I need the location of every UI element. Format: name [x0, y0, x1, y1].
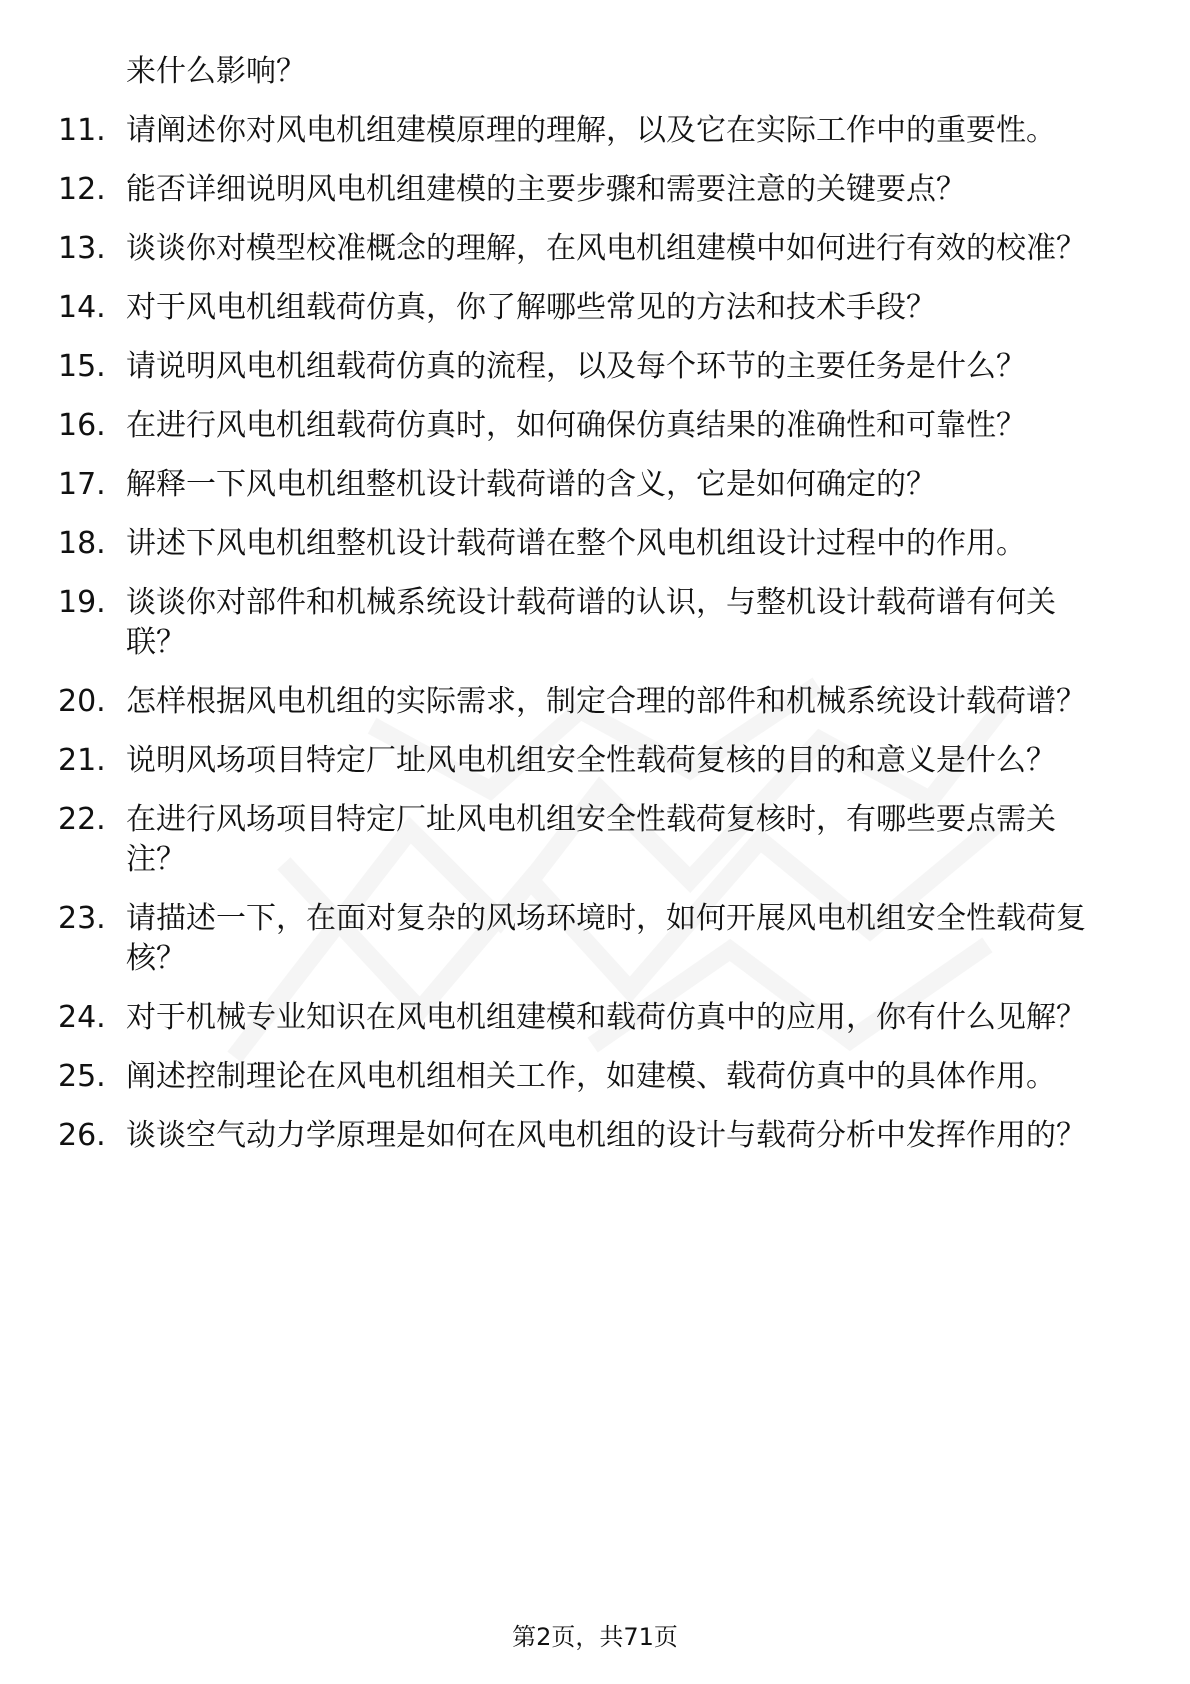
- question-number: 21.: [58, 743, 106, 778]
- question-text: 能否详细说明风电机组建模的主要步骤和需要注意的关键要点？: [126, 172, 966, 207]
- question-item: [58, 998, 1108, 1038]
- question-number: 20.: [58, 684, 106, 719]
- question-number: 15.: [58, 349, 106, 384]
- question-item: [58, 682, 1108, 722]
- question-item: [58, 800, 1108, 880]
- question-item: [58, 288, 1108, 328]
- question-number: 12.: [58, 172, 106, 207]
- question-text: 在进行风场项目特定厂址风电机组安全性载荷复核时，有哪些要点需关注？: [126, 802, 1056, 877]
- question-number: 14.: [58, 290, 106, 325]
- question-item: [58, 111, 1108, 151]
- question-text: 说明风场项目特定厂址风电机组安全性载荷复核的目的和意义是什么？: [126, 743, 1056, 778]
- question-item: [58, 229, 1108, 269]
- question-text: 谈谈你对部件和机械系统设计载荷谱的认识，与整机设计载荷谱有何关联？: [126, 585, 1056, 660]
- question-text: 谈谈你对模型校准概念的理解，在风电机组建模中如何进行有效的校准？: [126, 231, 1086, 266]
- question-text: 在进行风电机组载荷仿真时，如何确保仿真结果的准确性和可靠性？: [126, 408, 1026, 443]
- question-text: 对于机械专业知识在风电机组建模和载荷仿真中的应用，你有什么见解？: [126, 1000, 1086, 1035]
- question-number: 13.: [58, 231, 106, 266]
- question-number: 19.: [58, 585, 106, 620]
- continued-question-text: 来什么影响？: [126, 54, 306, 89]
- question-text: 解释一下风电机组整机设计载荷谱的含义，它是如何确定的？: [126, 467, 936, 502]
- question-text: 请阐述你对风电机组建模原理的理解，以及它在实际工作中的重要性。: [126, 113, 1056, 148]
- question-item: [58, 347, 1108, 387]
- question-text: 阐述控制理论在风电机组相关工作，如建模、载荷仿真中的具体作用。: [126, 1059, 1056, 1094]
- question-number: 25.: [58, 1059, 106, 1094]
- question-item: [58, 583, 1108, 663]
- question-item: [58, 524, 1108, 564]
- question-item: [58, 170, 1108, 210]
- question-item: [58, 1057, 1108, 1097]
- question-text: 谈谈空气动力学原理是如何在风电机组的设计与载荷分析中发挥作用的？: [126, 1118, 1086, 1153]
- question-text: 对于风电机组载荷仿真，你了解哪些常见的方法和技术手段？: [126, 290, 936, 325]
- question-number: 18.: [58, 526, 106, 561]
- question-number: 17.: [58, 467, 106, 502]
- question-item: [58, 741, 1108, 781]
- question-number: 23.: [58, 901, 106, 936]
- question-item: [58, 465, 1108, 505]
- page-footer: 第2页，共71页: [512, 1623, 678, 1651]
- question-number: 11.: [58, 113, 106, 148]
- question-item: [58, 899, 1108, 979]
- question-item: [58, 406, 1108, 446]
- question-item: [58, 1116, 1108, 1156]
- question-text: 怎样根据风电机组的实际需求，制定合理的部件和机械系统设计载荷谱？: [126, 684, 1086, 719]
- question-text: 讲述下风电机组整机设计载荷谱在整个风电机组设计过程中的作用。: [126, 526, 1026, 561]
- question-number: 24.: [58, 1000, 106, 1035]
- question-number: 22.: [58, 802, 106, 837]
- question-number: 26.: [58, 1118, 106, 1153]
- question-list: [58, 52, 1108, 1156]
- question-number: 16.: [58, 408, 106, 443]
- question-text: 请描述一下，在面对复杂的风场环境时，如何开展风电机组安全性载荷复核？: [126, 901, 1086, 976]
- question-text: 请说明风电机组载荷仿真的流程，以及每个环节的主要任务是什么？: [126, 349, 1026, 384]
